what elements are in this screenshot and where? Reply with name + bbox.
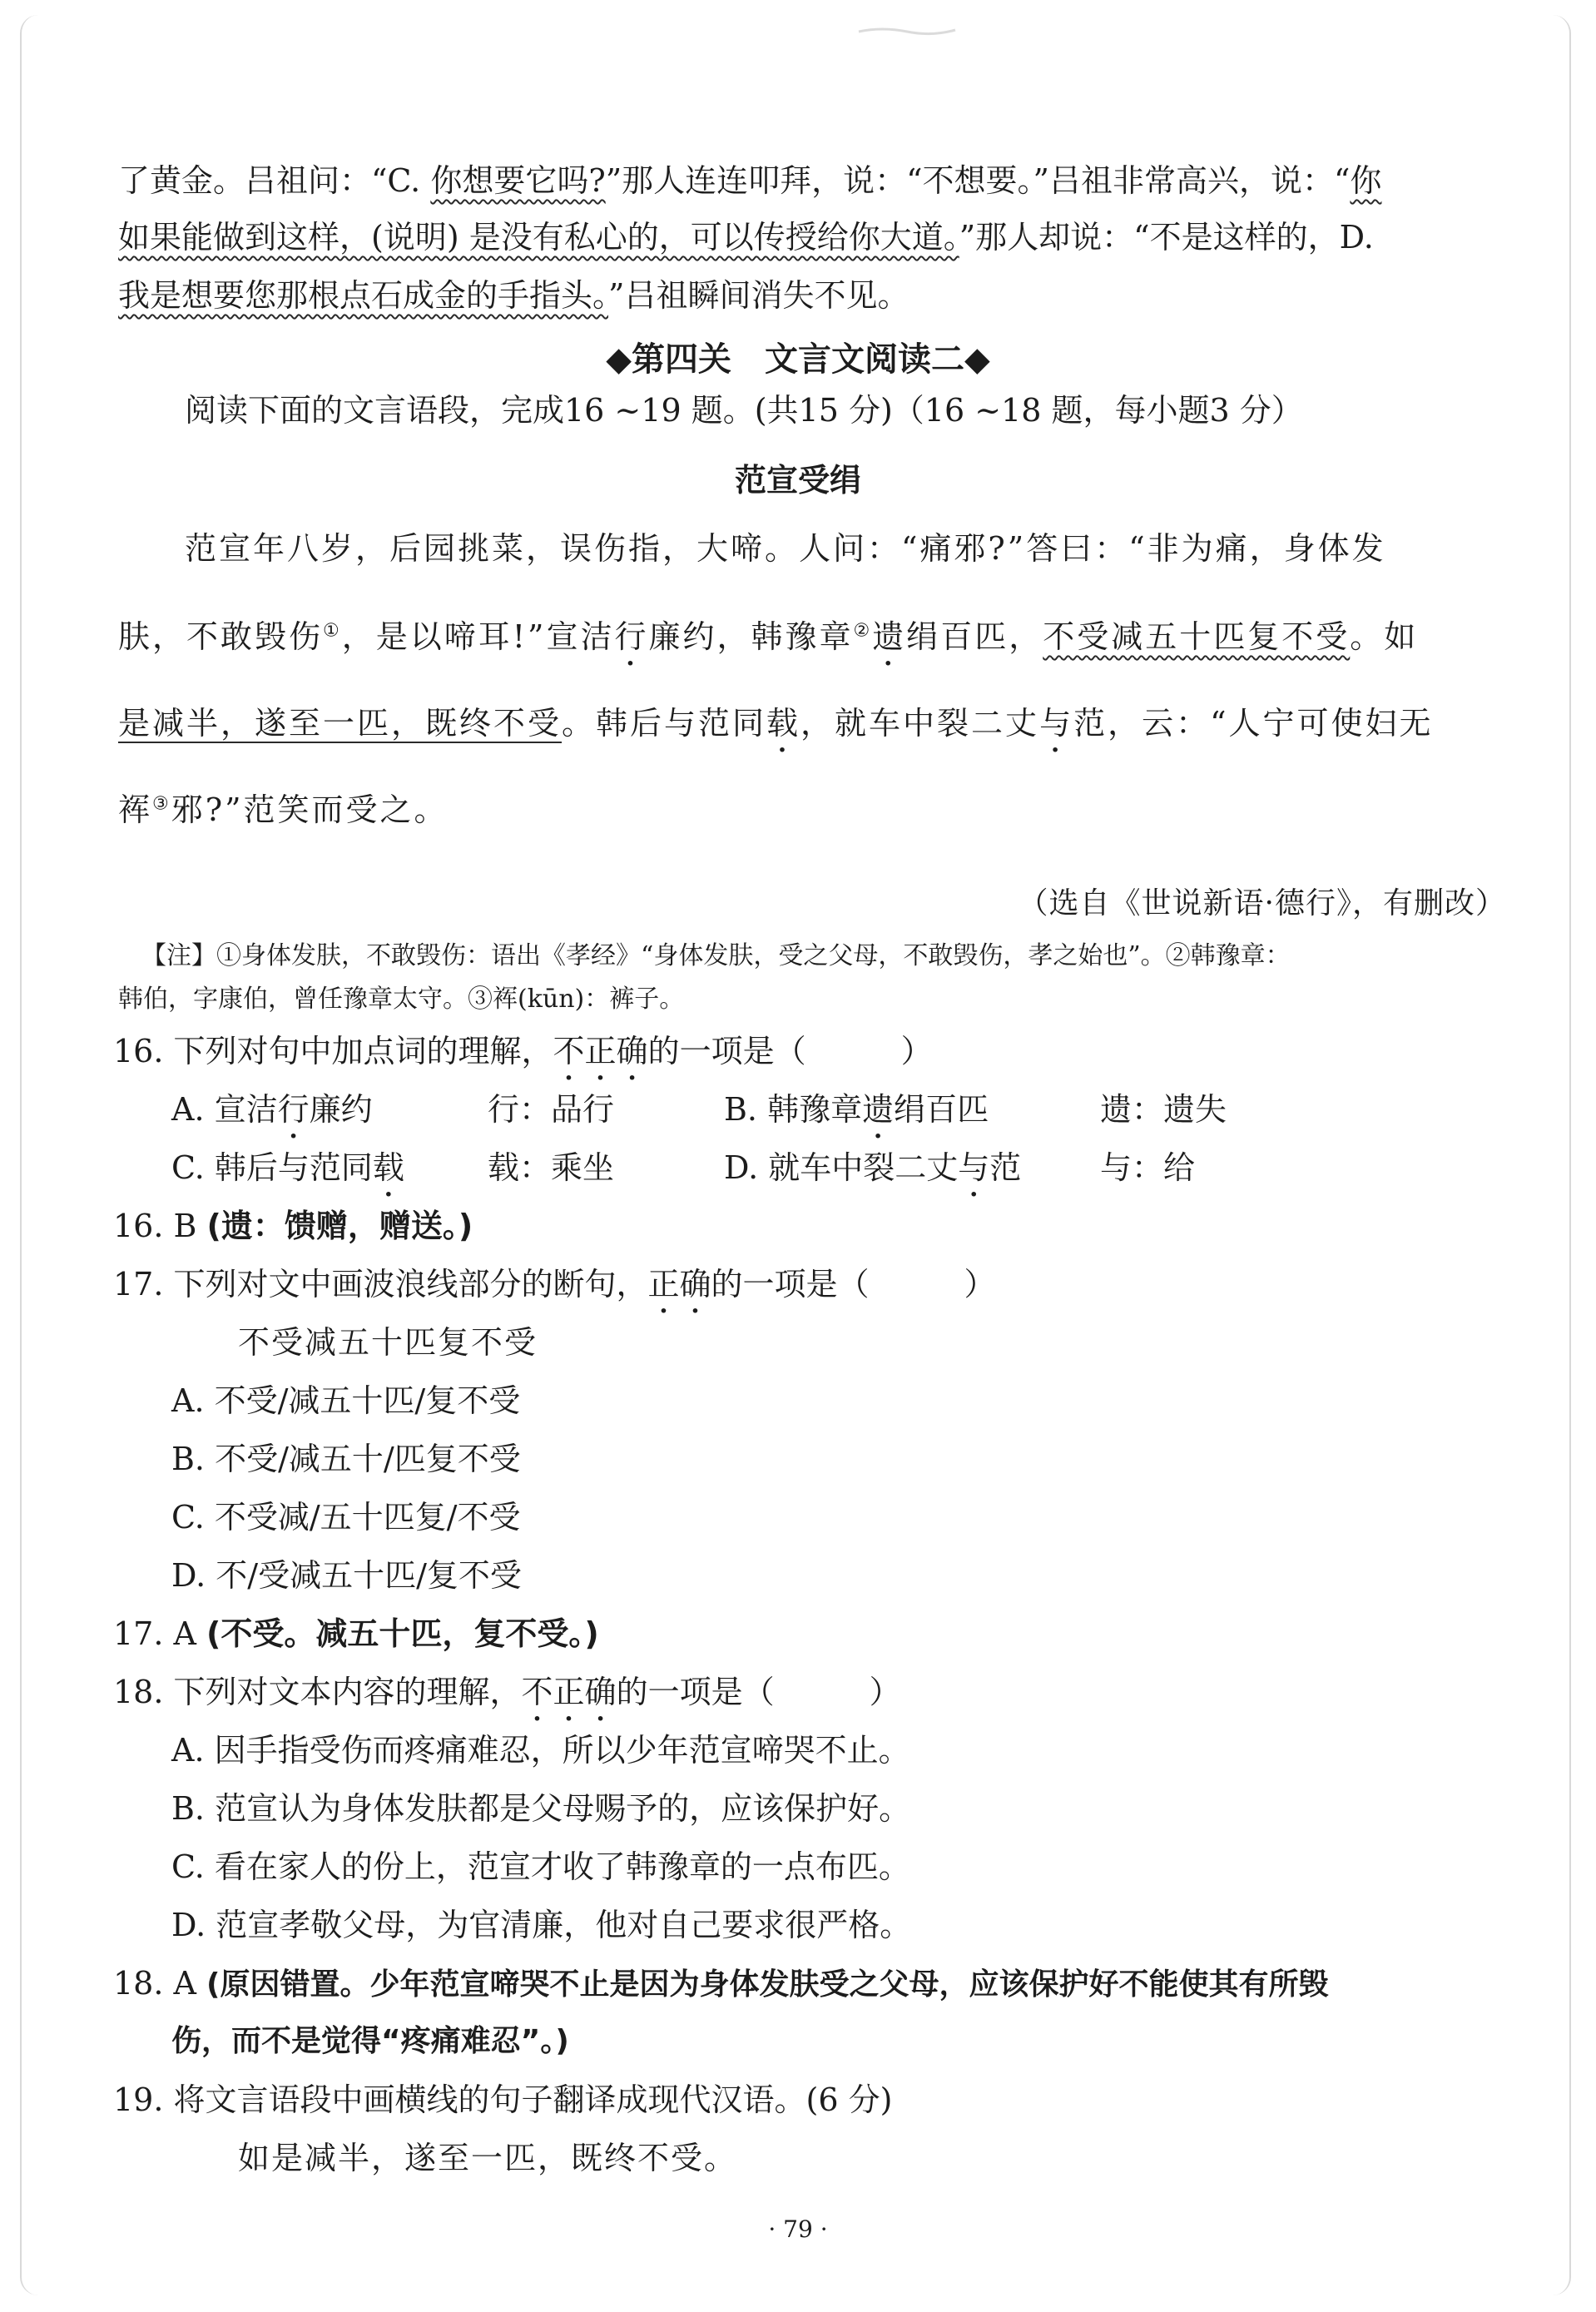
q17-answer: 17. A (不受。减五十匹，复不受。) <box>113 1615 599 1652</box>
passage-title: 范宣受绢 <box>734 462 861 499</box>
q18-option-a: A. 因手指受伤而疼痛难忍，所以少年范宣啼哭不止。 <box>171 1732 910 1769</box>
passage-line-4: 裈③邪?”范笑而受之。 <box>118 791 449 828</box>
q18-option-d: D. 范宣孝敬父母，为官清廉，他对自己要求很严格。 <box>171 1907 912 1943</box>
passage-source: （选自《世说新语·德行》，有删改） <box>1018 886 1506 920</box>
section-instruction: 阅读下面的文言语段，完成16 ~19 题。(共15 分)（16 ~18 题，每小题3 分） <box>185 392 1303 429</box>
page-number: · 79 · <box>768 2215 828 2243</box>
q17-stem: 17. 下列对文中画波浪线部分的断句，正确的一项是（ ） <box>113 1266 996 1302</box>
q17-option-c: C. 不受减/五十匹复/不受 <box>171 1499 521 1536</box>
story-line-1: 了黄金。吕祖问：“C. 你想要它吗?”那人连连叩拜，说：“不想要。”吕祖非常高兴，说：“你 <box>118 162 1382 199</box>
q16-stem: 16. 下列对句中加点词的理解，不正确的一项是（ ） <box>113 1033 933 1069</box>
q18-answer-line-1: 18. A (原因错置。少年范宣啼哭不止是因为身体发肤受之父母，应该保护好不能使其有所毁 <box>113 1965 1329 2002</box>
q16-gloss-a: 行：品行 <box>488 1091 615 1128</box>
note-line-2: 韩伯，字康伯，曾任豫章太守。③裈(kūn)：裤子。 <box>118 985 685 1014</box>
section-title: ◆第四关 文言文阅读二◆ <box>606 340 990 379</box>
q16-option-a: A. 宣洁行廉约 <box>171 1091 373 1128</box>
note-line-1: 【注】①身体发肤，不敢毁伤：语出《孝经》“身体发肤，受之父母，不敢毁伤，孝之始也”。②韩豫章： <box>141 941 1291 970</box>
q19-sentence: 如是减半，遂至一匹，既终不受。 <box>238 2140 738 2176</box>
q16-option-c: C. 韩后与范同载 <box>171 1149 404 1186</box>
scan-mark <box>857 25 957 37</box>
q17-sentence: 不受减五十匹复不受 <box>238 1324 538 1361</box>
q17-option-a: A. 不受/减五十匹/复不受 <box>171 1382 521 1419</box>
q16-option-d: D. 就车中裂二丈与范 <box>724 1149 1022 1186</box>
passage-line-1: 范宣年八岁，后园挑菜，误伤指，大啼。人问：“痛邪?”答曰：“非为痛，身体发 <box>185 530 1386 567</box>
q18-option-b: B. 范宣认为身体发肤都是父母赐予的，应该保护好。 <box>171 1790 911 1827</box>
passage-line-2: 肤，不敢毁伤①，是以啼耳!”宣洁行廉约，韩豫章②遗绢百匹，不受减五十匹复不受。如 <box>118 618 1419 655</box>
q18-option-c: C. 看在家人的份上，范宣才收了韩豫章的一点布匹。 <box>171 1848 910 1885</box>
q16-answer: 16. B (遗：馈赠，赠送。) <box>113 1208 473 1244</box>
story-line-3: 我是想要您那根点石成金的手指头。”吕祖瞬间消失不见。 <box>118 277 910 314</box>
passage-line-3: 是减半，遂至一匹，既终不受。韩后与范同载，就车中裂二丈与范，云：“人宁可使妇无 <box>118 705 1434 742</box>
q19-stem: 19. 将文言语段中画横线的句子翻译成现代汉语。(6 分) <box>113 2081 893 2118</box>
q18-stem: 18. 下列对文本内容的理解，不正确的一项是（ ） <box>113 1674 901 1710</box>
q16-gloss-d: 与：给 <box>1100 1149 1196 1186</box>
q16-option-b: B. 韩豫章遗绢百匹 <box>724 1091 989 1128</box>
q16-gloss-b: 遗：遗失 <box>1100 1091 1227 1128</box>
q17-option-d: D. 不/受减五十匹/复不受 <box>171 1557 522 1594</box>
q16-gloss-c: 载：乘坐 <box>488 1149 615 1186</box>
q17-option-b: B. 不受/减五十/匹复不受 <box>171 1441 521 1477</box>
story-line-2: 如果能做到这样，(说明) 是没有私心的，可以传授给你大道。”那人却说：“不是这样的，D. <box>118 219 1374 256</box>
q18-answer-line-2: 伤，而不是觉得“疼痛难忍”。) <box>171 2024 569 2058</box>
